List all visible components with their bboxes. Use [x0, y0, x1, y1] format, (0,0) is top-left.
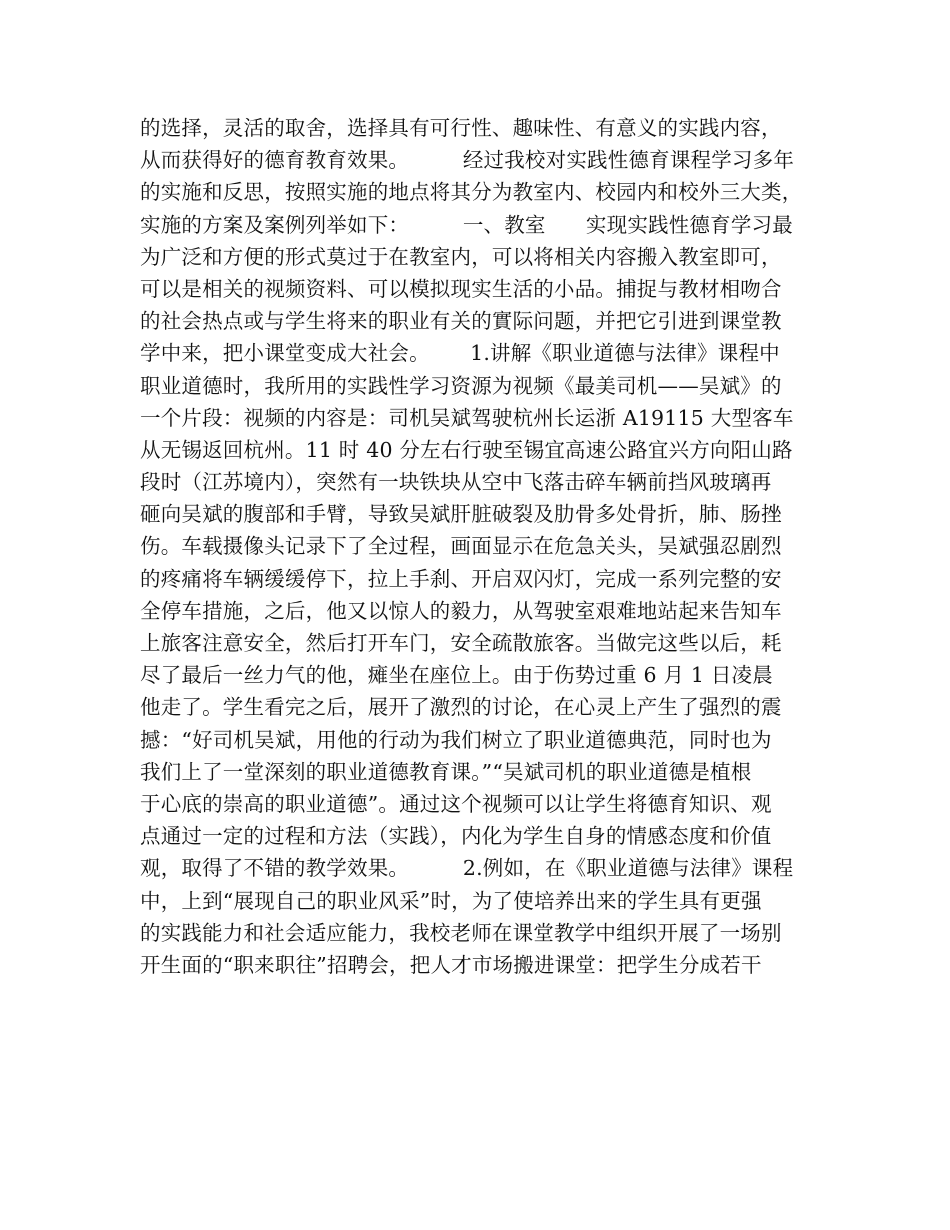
text-line: 伤。车载摄像头记录下了全过程，画面显示在危急关头，吴斌强忍剧烈 — [140, 534, 782, 559]
text-line: 段时（江苏境内），突然有一块铁块从空中飞落击碎车辆前挡风玻璃再 — [140, 470, 772, 495]
text-line: 的社会热点或与学生将来的职业有关的實际问题，并把它引进到课堂教 — [140, 309, 782, 334]
text-line: 实施的方案及案例列举如下： 一、教室 实现实践性德育学习最 — [140, 212, 793, 237]
text-line: 上旅客注意安全，然后打开车门，安全疏散旅客。当做完这些以后，耗 — [140, 631, 782, 655]
text-line: 的实施和反思，按照实施的地点将其分为教室内、校园内和校外三大类， — [140, 180, 803, 205]
text-line: 观，取得了不错的教学效果。 2.例如，在《职业道德与法律》课程 — [140, 856, 794, 881]
text-line: 的实践能力和社会适应能力，我校老师在课堂教学中组织开展了一场别 — [140, 920, 782, 945]
text-line: 一个片段：视频的内容是：司机吴斌驾驶杭州长运浙 A19115 大型客车 — [140, 405, 794, 430]
text-line: 于心底的崇高的职业道德”。通过这个视频可以让学生将德育知识、观 — [140, 791, 772, 816]
text-line: 为广泛和方便的形式莫过于在教室内，可以将相关内容搬入教室即可， — [140, 244, 782, 269]
body-text — [140, 112, 830, 981]
text-line: 撼：“好司机吴斌，用他的行动为我们树立了职业道德典范，同时也为 — [140, 727, 772, 752]
text-line: 他走了。学生看完之后，展开了激烈的讨论，在心灵上产生了强烈的震 — [140, 695, 782, 720]
text-line: 可以是相关的视频资料、可以模拟现实生活的小品。捕捉与教材相吻合 — [140, 276, 782, 301]
text-line: 中，上到“展现自己的职业风采”时，为了使培养出来的学生具有更强 — [140, 888, 762, 913]
text-line: 的疼痛将车辆缓缓停下，拉上手刹、开启双闪灯，完成一系列完整的安 — [140, 566, 782, 591]
text-line: 尽了最后一丝力气的他，瘫坐在座位上。由于伤势过重 6 月 1 日凌晨 — [140, 663, 773, 688]
text-line: 开生面的“职来职往”招聘会，把人才市场搬进课堂：把学生分成若干 — [140, 952, 762, 977]
text-line: 全停车措施，之后，他又以惊人的毅力，从驾驶室艰难地站起来告知车 — [140, 598, 782, 623]
text-line: 从而获得好的德育教育效果。 经过我校对实践性德育课程学习多年 — [140, 148, 795, 173]
text-line: 的选择，灵活的取舍，选择具有可行性、趣味性、有意义的实践内容， — [140, 116, 782, 140]
text-line: 职业道德时，我所用的实践性学习资源为视频《最美司机——吴斌》的 — [140, 373, 782, 398]
text-line: 砸向吴斌的腹部和手臂，导致吴斌肝脏破裂及肋骨多处骨折，肺、肠挫 — [140, 502, 782, 527]
text-line: 我们上了一堂深刻的职业道德教育课。”“吴斌司机的职业道德是植根 — [140, 759, 752, 784]
text-line: 点通过一定的过程和方法（实践），内化为学生自身的情感态度和价值 — [140, 824, 772, 849]
text-line: 学中来，把小课堂变成大社会。 1.讲解《职业道德与法律》课程中 — [140, 341, 780, 366]
text-line: 从无锡返回杭州。11 时 40 分左右行驶至锡宜高速公路宜兴方向阳山路 — [140, 437, 793, 462]
